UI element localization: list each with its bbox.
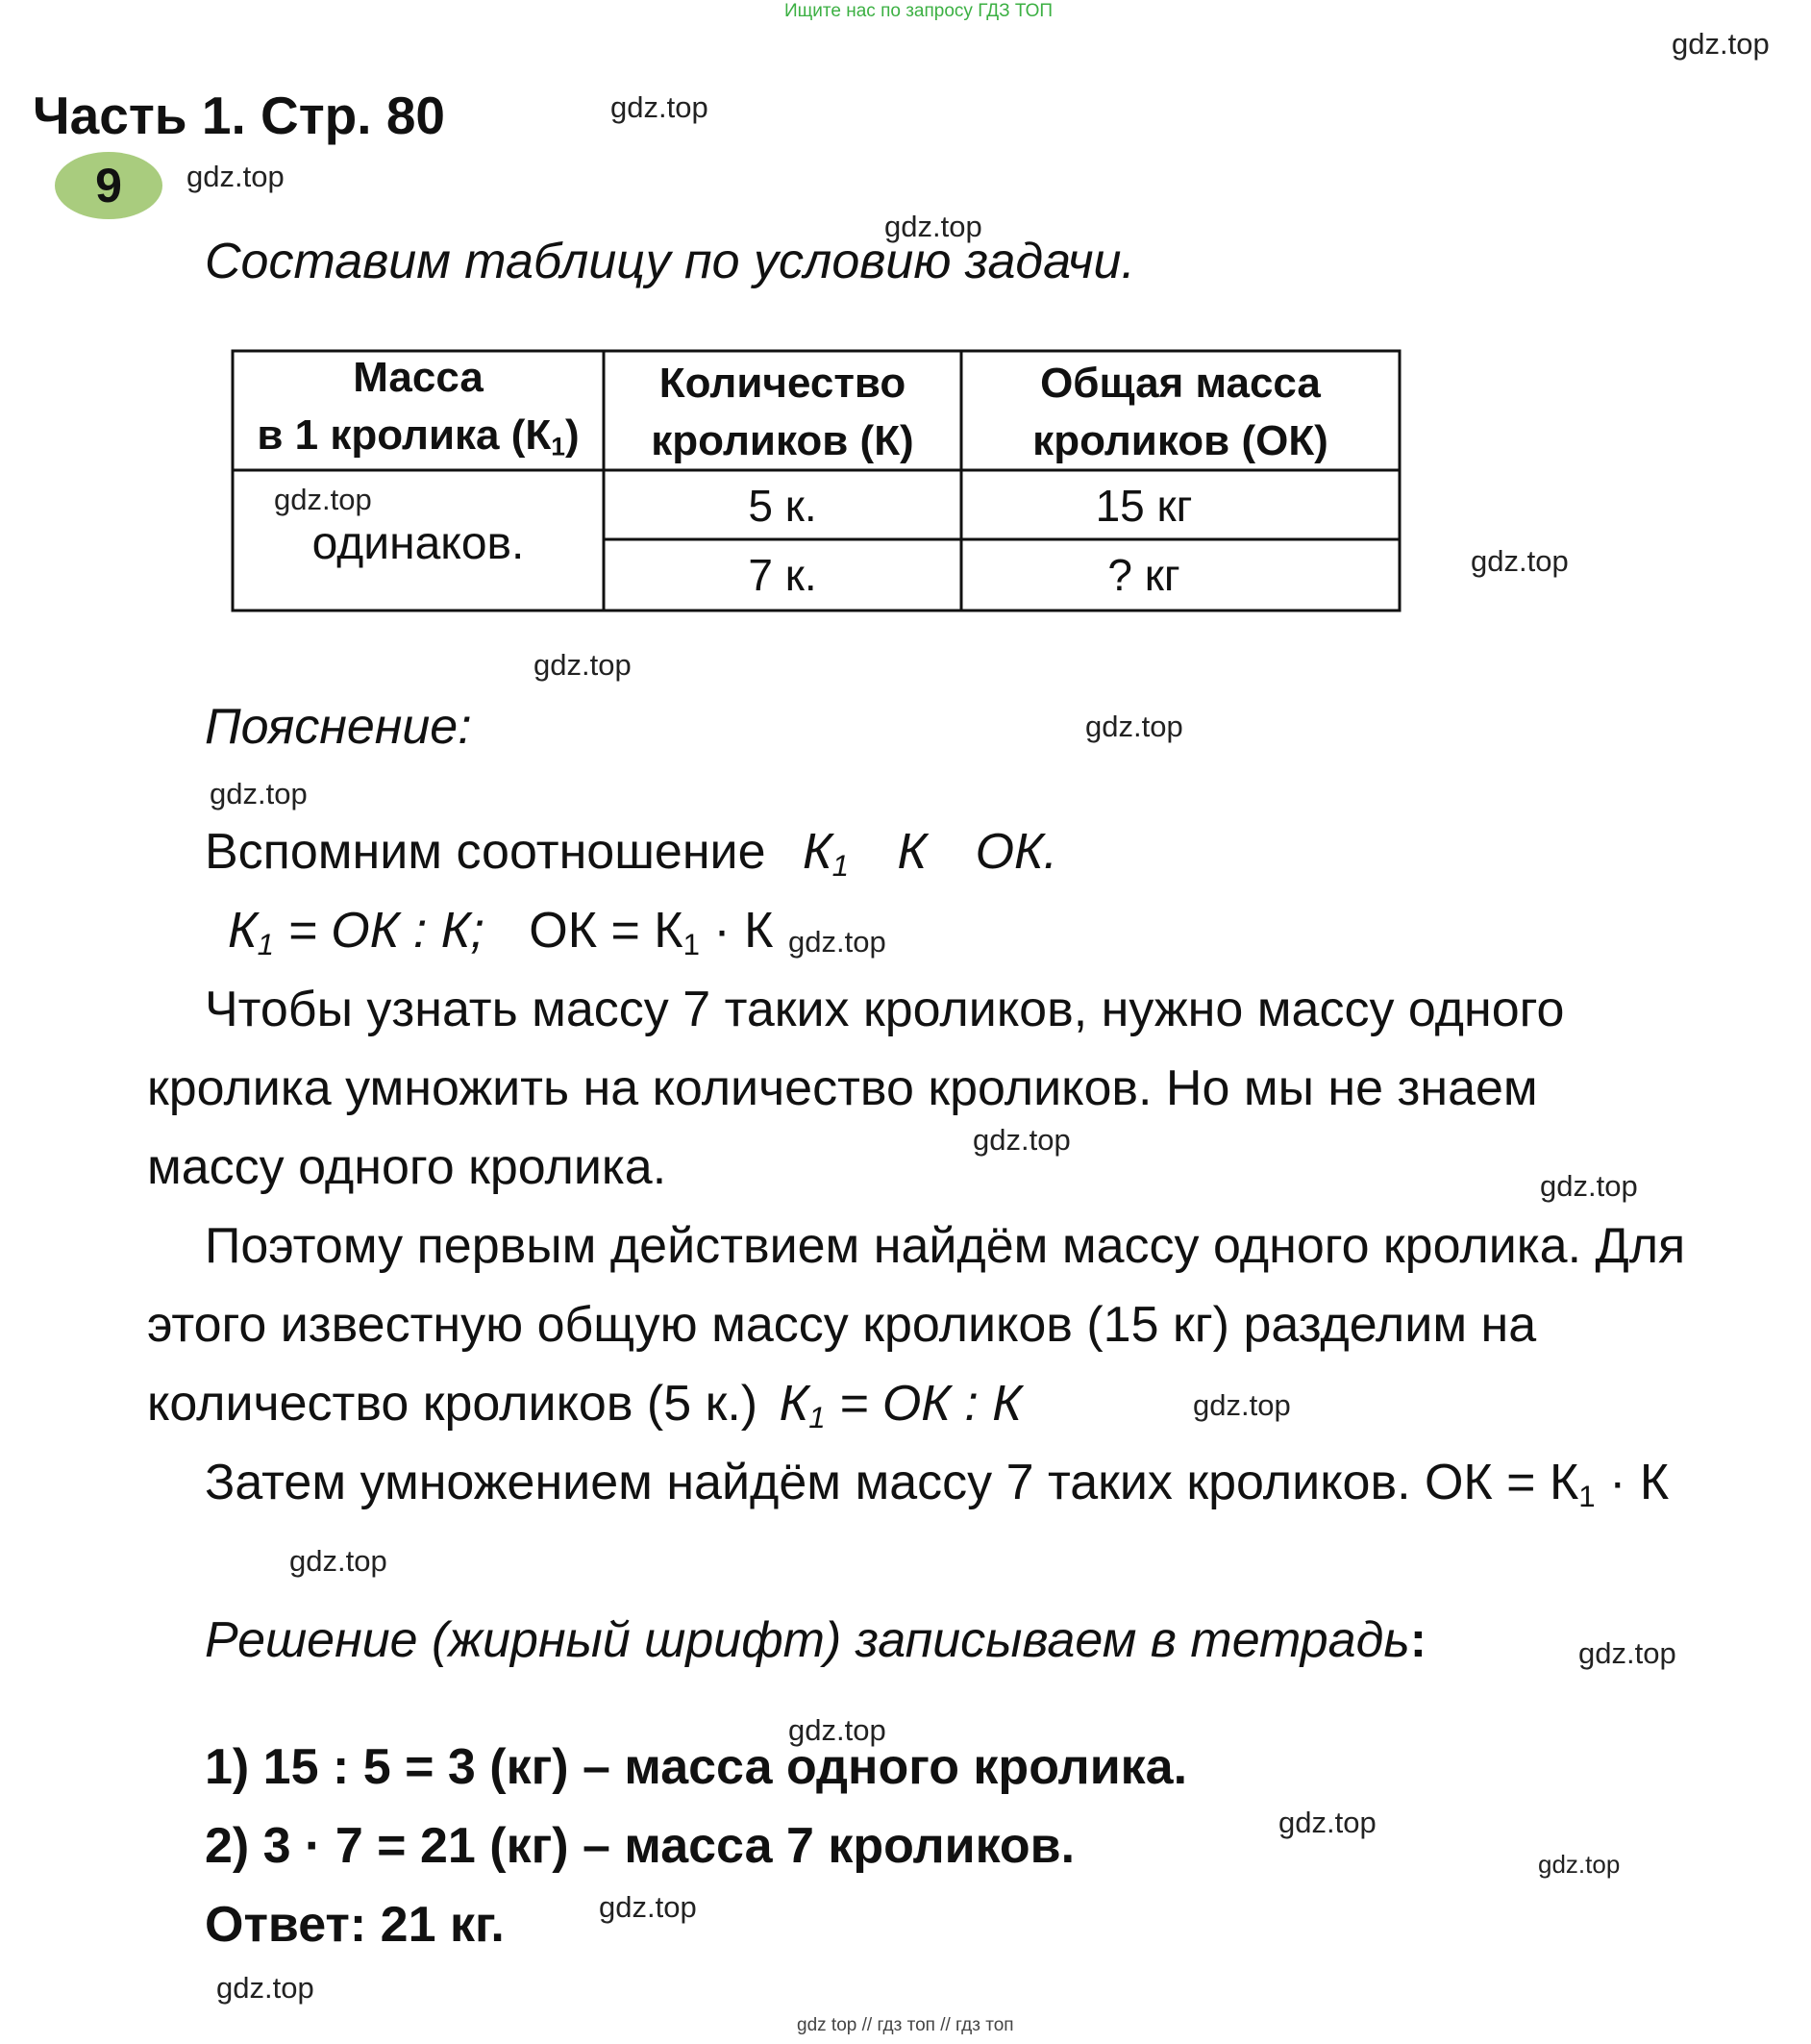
watermark: gdz.top (1085, 710, 1183, 743)
solution-step-1: 1) 15 : 5 = 3 (кг) – масса одного кролика. (205, 1739, 1188, 1795)
watermark: gdz.top (289, 1544, 387, 1578)
watermark: gdz.top (973, 1123, 1071, 1157)
watermark: gdz.top (599, 1890, 697, 1924)
paragraph-line: массу одного кролика. (147, 1139, 667, 1195)
table-header-mass-one (233, 356, 604, 469)
page-title: Часть 1. Стр. 80 (33, 86, 445, 145)
answer-line: Ответ: 21 кг. (205, 1897, 505, 1953)
header-line: Масса (353, 354, 484, 402)
solution-step-2: 2) 3 · 7 = 21 (кг) – масса 7 кроликов. (205, 1818, 1076, 1874)
paragraph-line: Чтобы узнать массу 7 таких кроликов, нужно массу одного (205, 982, 1565, 1037)
watermark: gdz.top (210, 777, 308, 810)
watermark: gdz.top (788, 1713, 886, 1747)
watermark: gdz.top (1278, 1806, 1377, 1839)
watermark: gdz.top (1538, 1850, 1621, 1879)
table-header-count (604, 356, 961, 469)
paragraph-line: этого известную общую массу кроликов (15 кг) разделим на (147, 1297, 1537, 1353)
table-cell-count: 7 к. (748, 550, 817, 600)
watermark: gdz.top (1672, 27, 1770, 61)
watermark: gdz.top (1193, 1388, 1291, 1422)
relation-line: Вспомним соотношение $К_1$ К ОК. (205, 824, 1058, 883)
bottom-note: gdz top // гдз топ // гдз топ (797, 2015, 1014, 2035)
solution-label: Решение (жирный шрифт) записываем в тетрадь: (205, 1612, 1427, 1668)
header-line: в 1 кролика $(К_1)$ (257, 411, 580, 461)
header-line: кроликов (ОК) (1032, 417, 1328, 464)
table-cell-count: 5 к. (748, 481, 817, 531)
paragraph-line: Затем умножением найдём массу 7 таких кроликов. ОК = $К_1 \cdot К$ (205, 1455, 1670, 1513)
table-cell-total: ? кг (1107, 550, 1180, 600)
watermark: gdz.top (1578, 1636, 1676, 1670)
header-line: кроликов (К) (651, 417, 914, 464)
paragraph-line: количество кроликов (5 к.) $К_1$ = ОК : К (147, 1376, 1022, 1434)
table-header-total-mass (961, 356, 1400, 469)
watermark: gdz.top (274, 483, 372, 516)
watermark: gdz.top (186, 160, 285, 193)
header-line: Количество (658, 360, 906, 407)
intro-text: Составим таблицу по условию задачи. (205, 234, 1135, 289)
paragraph-line: Поэтому первым действием найдём массу одного кролика. Для (205, 1218, 1686, 1274)
table-cell-total: 15 кг (1095, 481, 1193, 531)
watermark: gdz.top (788, 925, 886, 959)
task-number: 9 (95, 159, 122, 212)
paragraph-line: кролика умножить на количество кроликов. Но мы не знаем (147, 1060, 1538, 1116)
watermark: gdz.top (1471, 544, 1569, 578)
table-cell-same-mass: одинаков. (311, 517, 525, 569)
watermark: gdz.top (216, 1971, 314, 2005)
watermark: gdz.top (884, 210, 982, 243)
formula-line: $К_1$ = ОК : К; ОК = $К_1 \cdot К$ (228, 903, 774, 961)
top-note: Ищите нас по запросу ГДЗ ТОП (784, 1, 1054, 21)
explanation-label: Пояснение: (205, 699, 472, 755)
watermark: gdz.top (610, 90, 708, 124)
watermark: gdz.top (533, 648, 632, 682)
header-line: Общая масса (1040, 360, 1321, 407)
watermark: gdz.top (1540, 1169, 1638, 1203)
